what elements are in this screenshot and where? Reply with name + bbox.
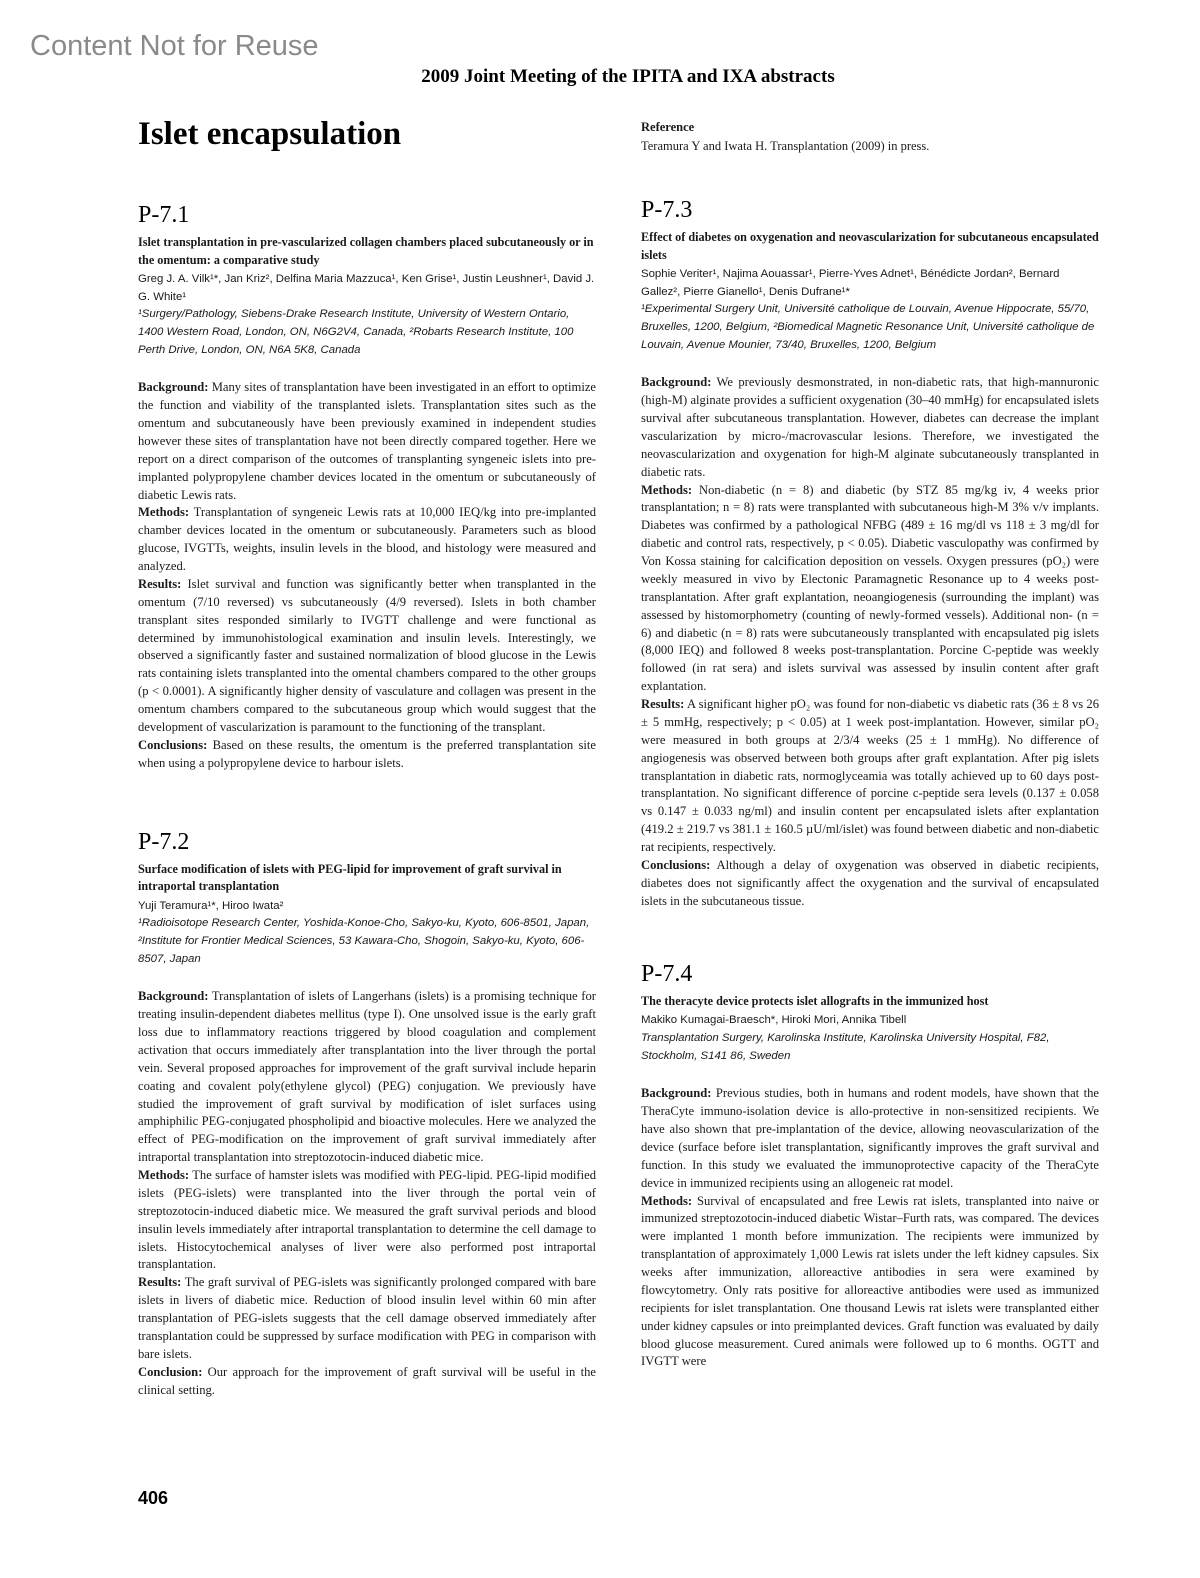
section-label: Conclusion: [138,1364,203,1379]
abstract-title: Surface modification of islets with PEG-lipid for improvement of graft survival in intraportal transplantation [138,861,562,894]
section-label: Methods: [641,482,693,497]
watermark: Content Not for Reuse [30,30,319,62]
abstract-p7-3 [641,197,1099,911]
abstract-affiliations: ¹Surgery/Pathology, Siebens-Drake Research Institute, University of Western Ontario, 1400 Western Road, London, ON, N6G2V4, Canada, ²Robarts Research Institute, 100 Perth Drive, London, ON, N6A 5K8, Canada [138,308,574,356]
section-label: Background: [138,380,209,395]
section-text: Survival of encapsulated and free Lewis rat islets, transplanted into naive or immunized streptozotocin-induced diabetic Wistar–Furth rats, was compared. The devices were implanted 1 month before immunization. The recipients were immunized by transplantation of approximately 1,000 Lewis rat islets under the left kidney capsules. Six weeks after immunization, alloreactive antibodies in sera were examined by flowcytometry. Only rats positive for alloreactive antibodies were used as immunized recipients for islet transplantation. One thousand Lewis rat islets were transplanted either under kidney capsules or into preimplanted devices. Graft function was evaluated by daily blood glucose measurement. Cured animals were followed up to 6 months. OGTT and IVGTT were [641,1193,1099,1369]
section-label: Results: [641,697,685,712]
page-number: 406 [138,1488,169,1508]
abstract-p7-4 [641,961,1099,1372]
abstract-title: Effect of diabetes on oxygenation and neovascularization for subcutaneous encapsulated islets [641,230,1099,262]
section-label: Conclusions: [138,737,208,752]
abstract-results [138,576,596,737]
reference-label: Reference [641,120,695,134]
abstract-background [641,374,1099,481]
section-text: Transplantation of islets of Langerhans (islets) is a promising technique for treating insulin-dependent diabetes mellitus (type I). One unsolved issue is the early graft loss due to inflammatory reactions triggered by blood coagulation and complement activation that occurs immediately after transplantation into the liver through the portal vein. Several proposed approaches for improvement of the graft survival include heparin coating and covalent poly(ethylene glycol) (PEG) conjugation. We previously have studied the improvement of graft survival by modification of islet surfaces using amphiphilic PEG-conjugated phospholipid and bioactive molecules. Here we analyzed the effect of PEG-modification on the improvement of graft survival immediately after intraportal transplantation into streptozotocin-induced diabetic mice. [138,989,596,1165]
abstract-results [641,696,1099,857]
section-text: The graft survival of PEG-islets was significantly prolonged compared with bare islets in livers of diabetic mice. Reduction of blood insulin level within 60 min after transplantation of PEG-islets suggests that the cell damage observed immediately after transplantation could be suppressed by surface modification with PEG in comparison with bare islets. [138,1275,596,1361]
section-label: Methods: [138,1168,190,1183]
section-text: A significant higher pO₂ was found for non-diabetic vs diabetic rats (36 ± 8 vs 26 ± 5 mmHg, respectively; p < 0.05) at 1 week post-implantation. However, similar pO₂ were measured in both groups at 2/3/4 weeks (25 ± 1 mmHg). No difference of angiogenesis was observed between both groups after graft explantation. After pig islets transplantation in diabetic rats, normoglyceamia was totally achieved up to 60 days post-transplantation. No significant difference of porcine c-peptide sera levels (0.137 ± 0.058 vs 0.147 ± 0.033 ng/ml) and insulin content per encapsulated islets after explantation (419.2 ± 219.7 vs 381.1 ± 160.5 µU/ml/islet) was found between diabetic and non-diabetic rat recipients, respectively. [641,697,1099,855]
section-label: Conclusions: [641,857,711,872]
abstract-background [641,1085,1099,1192]
abstract-results [138,1274,596,1363]
abstract-authors: Greg J. A. Vilk¹*, Jan Kriz², Delfina Maria Mazzuca¹, Ken Grise¹, Justin Leushner¹, David J. G. White¹ [138,272,595,303]
section-text: Non-diabetic (n = 8) and diabetic (by STZ 85 mg/kg iv, 4 weeks prior transplantation; n = 8) rats were transplanted with subcutaneous high-M 3% v/v implants. Diabetes was confirmed by a pathological NFBG (489 ± 16 mg/dl vs 118 ± 3 mg/dl for diabetic and control rats, respectively, p < 0.05). Diabetic vasculopathy was confirmed by Von Kossa staining for calcification deposition on vessels. Oxygen pressures (pO₂) were weekly measured in vivo by Electonic Paramagnetic Resonance up to 4 weeks post-transplantation. After graft explantation, neoangiogenesis (surrounding the implant) was assessed by histomorphometry (counting of newly-formed vessels). Additional non- (n = 6) and diabetic (n = 8) rats were subcutaneously transplanted with encapsulated pig islets (8,000 IEQ) and followed 8 weeks post-transplantation. Porcine C-peptide was weekly followed (in rat sera) and islets survival was assessed by insulin content after graft explantation. [641,482,1099,694]
abstract-background [138,988,596,1167]
abstract-methods [641,482,1099,697]
reference-text: Teramura Y and Iwata H. Transplantation (2009) in press. [641,139,930,153]
section-label: Background: [138,989,209,1004]
abstract-authors: Makiko Kumagai-Braesch*, Hiroki Mori, Annika Tibell [641,1014,907,1027]
section-text: Previous studies, both in humans and rodent models, have shown that the TheraCyte immuno-isolation device is allo-protective in non-sensitized recipients. We have also shown that pre-implantation of the device, allowing neovascularization of the device (surface before islet transplantation, significantly improves the graft survival and function. In this study we evaluated the immunoprotective capacity of the TheraCyte device in immunized recipients using an allogeneic rat model. [641,1086,1099,1190]
section-text: Although a delay of oxygenation was observed in diabetic recipients, diabetes does not significantly affect the oxygenation and the survival of encapsulated islets in the subcutaneous tissue. [641,857,1099,908]
section-text: Many sites of transplantation have been investigated in an effort to optimize the function and viability of the transplanted islets. Transplantation sites such as the omentum and subcutaneously have been previously examined in independent studies however these sites of transplantation have not been directly compared together. Here we report on a direct comparison of the outcomes of transplanting syngeneic islets into pre-implanted polypropylene chamber devices located in the omentum or subcutaneously of diabetic Lewis rats. [138,380,596,502]
abstract-p7-2 [138,829,596,1400]
section-label: Results: [138,576,182,591]
right-column [641,116,1099,1413]
abstract-number: P-7.1 [138,201,190,228]
abstract-conclusions [138,737,596,773]
abstract-methods [138,504,596,576]
abstract-methods [641,1193,1099,1372]
section-label: Background: [641,1086,712,1101]
abstract-background [138,379,596,504]
abstract-authors: Yuji Teramura¹*, Hiroo Iwata² [138,899,284,912]
section-text: Our approach for the improvement of graft survival will be useful in the clinical setting. [138,1364,596,1397]
section-label: Background: [641,375,712,390]
left-column [138,116,596,1441]
abstract-title: Islet transplantation in pre-vascularized collagen chambers placed subcutaneously or in the omentum: a comparative study [138,235,594,267]
abstract-title: The theracyte device protects islet allografts in the immunized host [641,993,989,1008]
section-text: Islet survival and function was significantly better when transplanted in the omentum (7/10 reversed) vs subcutaneously (4/9 reversed). Islets in both chamber transplant sites responded similarly to IVGTT challenge and were functional as determined by immunohistological examination and insulin levels. Interestingly, we observed a significantly faster and sustained normalization of blood glucose in the Lewis rats containing islets transplanted into the omental chambers compared to the other groups (p < 0.0001). A significantly higher density of vasculature and collagen was present in the omentum chambers compared to the subcutaneous group which would suggest that the development of vascularization is paramount to the functioning of the transplant. [138,576,596,734]
abstract-affiliations: ¹Radioisotope Research Center, Yoshida-Konoe-Cho, Sakyo-ku, Kyoto, 606-8501, Japan, ²Institute for Frontier Medical Sciences, 53 Kawara-Cho, Shogoin, Sakyo-ku, Kyoto, 606-8507, Japan [138,917,590,965]
abstract-methods [138,1167,596,1274]
abstract-conclusions [641,857,1099,911]
abstract-affiliations: Transplantation Surgery, Karolinska Institute, Karolinska University Hospital, F82, Stockholm, S141 86, Sweden [641,1031,1050,1062]
abstract-number: P-7.3 [641,196,693,223]
abstract-number: P-7.4 [641,960,693,987]
running-head: 2009 Joint Meeting of the IPITA and IXA abstracts [421,66,835,87]
abstract-number: P-7.2 [138,828,190,855]
abstract-affiliations: ¹Experimental Surgery Unit, Université catholique de Louvain, Avenue Hippocrate, 55/70, Bruxelles, 1200, Belgium, ²Biomedical Magnetic Resonance Unit, Université catholique de Louvain, Avenue Mounier, 73/40, Bruxelles, 1200, Belgium [641,303,1095,351]
abstract-p7-1 [138,202,596,773]
abstract-authors: Sophie Veriter¹, Najima Aouassar¹, Pierre-Yves Adnet¹, Bénédicte Jordan², Bernard Gallez², Pierre Gianello¹, Denis Dufrane¹* [641,267,1060,298]
section-label: Results: [138,1275,182,1290]
section-title: Islet encapsulation [138,116,402,152]
abstract-conclusion [138,1364,596,1400]
section-label: Methods: [138,505,190,520]
section-text: We previously desmonstrated, in non-diabetic rats, that high-mannuronic (high-M) alginate provides a sufficient oxygenation (30–40 mmHg) for encapsulated islets survival after subcutaneous transplantation. However, diabetes can decrease the implant vascularization by micro-/macrovascular lesions. Therefore, we investigated the neovascularization and oxygenation for high-M alginate subcutaneously transplanted in diabetic rats. [641,375,1099,479]
section-text: The surface of hamster islets was modified with PEG-lipid. PEG-lipid modified islets (PEG-islets) were transplanted into the liver through the portal vein of streptozotocin-induced diabetic mice. We measured the graft survival periods and blood insulin levels immediately after intraportal transplantation to determine the cell damage to islets. Histocytochemical analyses of liver were also performed post intraportal transplantation. [138,1168,597,1272]
section-label: Methods: [641,1193,693,1208]
section-text: Transplantation of syngeneic Lewis rats at 10,000 IEQ/kg into pre-implanted chamber devices located in the omentum or subcutaneously. Parameters such as blood glucose, IVGTTs, weights, insulin levels in the blood, and histology were measured and analyzed. [138,505,596,574]
section-text: Based on these results, the omentum is the preferred transplantation site when using a polypropylene device to harbour islets. [138,737,596,770]
